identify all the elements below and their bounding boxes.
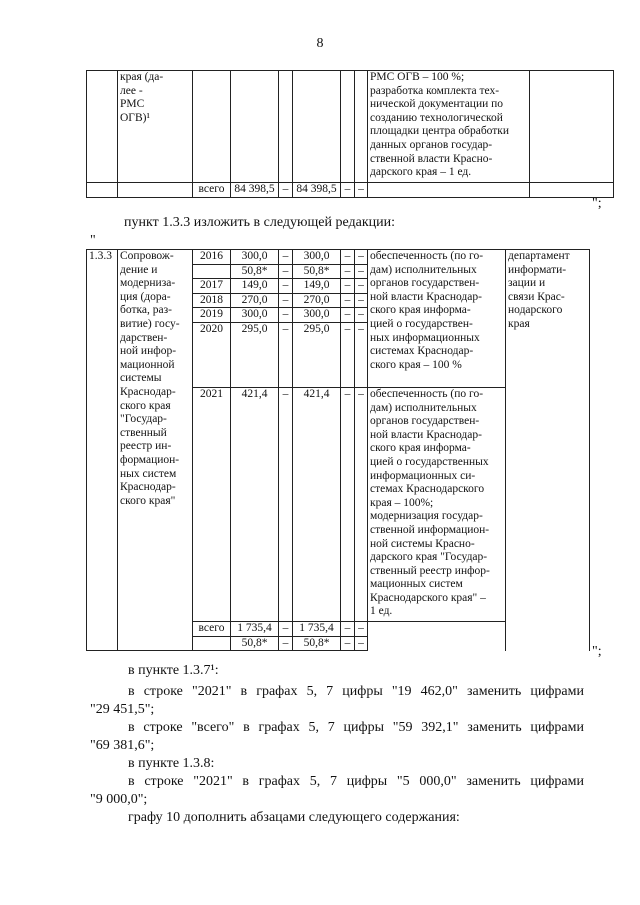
value-cell: 50,8*: [293, 264, 341, 279]
heading-1-3-3: пункт 1.3.3 изложить в следующей редакции:: [124, 215, 395, 230]
top-col-b: [118, 71, 193, 183]
para-5-line2: "9 000,0";: [90, 792, 148, 807]
quote-open: ": [90, 233, 96, 248]
value-cell: –: [279, 387, 293, 621]
text-line: обеспеченность (по го-: [370, 387, 484, 400]
top-result-cell: [368, 71, 530, 183]
value-cell: –: [341, 636, 355, 651]
result-cell-b: [368, 387, 506, 621]
year-cell: 2019: [193, 308, 231, 323]
text-line: Краснодарского края" –: [370, 591, 486, 604]
text-line: площадки центра обработки: [370, 125, 510, 138]
value-cell: –: [355, 293, 368, 308]
text-line: ственный реестр инфор-: [370, 564, 490, 577]
table-row: [87, 250, 590, 265]
text-line: ского края – 100 %: [370, 358, 462, 371]
value-cell: –: [341, 279, 355, 294]
text-line: цией о государственных: [370, 455, 489, 468]
para-5-line1: в строке "2021" в графах 5, 7 цифры "5 000,0" заменить цифрами: [128, 774, 584, 789]
text-line: Сопровож-: [120, 250, 174, 262]
top-total-label: всего: [193, 183, 231, 198]
value-cell: 421,4: [231, 387, 279, 621]
item-number: 1.3.3: [87, 250, 118, 651]
top-total-v3: 84 398,5: [293, 183, 341, 198]
value-cell: –: [279, 264, 293, 279]
text-line: информационных си-: [370, 469, 476, 482]
text-line: РМС ОГВ – 100 %;: [370, 71, 465, 83]
para-1-3-8: в пункте 1.3.8:: [128, 756, 215, 771]
value-cell: 149,0: [293, 279, 341, 294]
total-label: всего: [193, 621, 231, 636]
value-cell: 300,0: [231, 250, 279, 265]
text-line: мационной: [120, 358, 175, 371]
text-line: системах Краснодар-: [370, 345, 474, 358]
para-3-line2: "69 381,6";: [90, 738, 155, 753]
value-cell: 270,0: [231, 293, 279, 308]
text-line: ной власти Краснодар-: [370, 290, 482, 303]
value-cell: –: [355, 279, 368, 294]
year-cell: [193, 264, 231, 279]
text-line: ского края информа-: [370, 442, 471, 455]
value-cell: –: [355, 387, 368, 621]
text-line: данных органов государ-: [370, 138, 493, 151]
top-table: [86, 70, 614, 198]
text-line: ского края информа-: [370, 304, 471, 317]
text-line: органов государствен-: [370, 277, 480, 290]
value-cell: –: [341, 322, 355, 387]
value-cell: 50,8*: [293, 636, 341, 651]
text-line: ция (дора-: [120, 290, 171, 303]
text-line: информати-: [508, 263, 567, 276]
value-cell: 300,0: [293, 250, 341, 265]
text-line: обеспеченность (по го-: [370, 250, 484, 262]
top-total-v2: –: [279, 183, 293, 198]
value-cell: –: [341, 621, 355, 636]
table-1-3-3: [86, 249, 590, 651]
value-cell: 300,0: [231, 308, 279, 323]
value-cell: 1 735,4: [231, 621, 279, 636]
para-2-line2: "29 451,5";: [90, 702, 155, 717]
year-cell: 2016: [193, 250, 231, 265]
value-cell: 421,4: [293, 387, 341, 621]
value-cell: –: [279, 636, 293, 651]
item-name: [118, 250, 193, 651]
text-line: нической документации по: [370, 98, 504, 111]
para-2-line1: в строке "2021" в графах 5, 7 цифры "19 462,0" заменить цифрами: [128, 684, 584, 699]
text-line: дарствен-: [120, 331, 168, 344]
text-line: разработка комплекта тех-: [370, 84, 500, 97]
top-total-v5: –: [355, 183, 368, 198]
value-cell: 295,0: [231, 322, 279, 387]
text-line: Краснодар-: [120, 385, 176, 398]
value-cell: –: [341, 264, 355, 279]
text-line: стемах Краснодарского: [370, 483, 485, 496]
empty-cell: [368, 621, 506, 636]
empty-cell: [368, 636, 506, 651]
value-cell: –: [279, 279, 293, 294]
value-cell: 50,8*: [231, 636, 279, 651]
text-line: ского края": [120, 494, 176, 507]
text-line: нодарского: [508, 304, 563, 317]
quote-close-1: ";: [592, 196, 602, 211]
empty-cell: [193, 636, 231, 651]
text-line: 1 ед.: [370, 605, 393, 618]
value-cell: –: [341, 250, 355, 265]
value-cell: –: [341, 308, 355, 323]
value-cell: –: [355, 264, 368, 279]
year-cell: 2018: [193, 293, 231, 308]
value-cell: 295,0: [293, 322, 341, 387]
text-line: ского края: [120, 399, 171, 412]
value-cell: –: [355, 308, 368, 323]
text-line: лее -: [120, 84, 143, 97]
text-line: ственной информацион-: [370, 523, 490, 536]
top-total-v4: –: [341, 183, 355, 198]
value-cell: –: [279, 250, 293, 265]
text-line: системы: [120, 372, 162, 385]
text-line: ной власти Краснодар-: [370, 428, 482, 441]
text-line: ственный: [120, 426, 167, 439]
text-line: дение и: [120, 263, 158, 276]
text-line: края: [508, 317, 530, 330]
result-cell-a: [368, 250, 506, 388]
para-1-3-7: в пункте 1.3.7¹:: [128, 663, 219, 678]
value-cell: 270,0: [293, 293, 341, 308]
year-cell: 2021: [193, 387, 231, 621]
text-line: ОГВ)¹: [120, 111, 150, 124]
value-cell: 149,0: [231, 279, 279, 294]
text-line: витие) госу-: [120, 317, 180, 330]
text-line: зации и: [508, 277, 546, 290]
text-line: дам) исполнительных: [370, 263, 477, 276]
executor-cell: [506, 250, 590, 651]
top-total-v1: 84 398,5: [231, 183, 279, 198]
text-line: мационных систем: [370, 578, 463, 591]
year-cell: 2017: [193, 279, 231, 294]
text-line: ной системы Красно-: [370, 537, 475, 550]
value-cell: –: [279, 308, 293, 323]
quote-close-2: ";: [592, 644, 602, 659]
text-line: ных систем: [120, 467, 177, 480]
value-cell: –: [341, 293, 355, 308]
text-line: дам) исполнительных: [370, 401, 477, 414]
value-cell: 1 735,4: [293, 621, 341, 636]
text-line: формацион-: [120, 453, 180, 466]
text-line: ботка, раз-: [120, 304, 172, 317]
text-line: реестр ин-: [120, 440, 172, 453]
para-3-line1: в строке "всего" в графах 5, 7 цифры "59 392,1" заменить цифрами: [128, 720, 584, 735]
text-line: края – 100%;: [370, 496, 434, 509]
para-graf-10: графу 10 дополнить абзацами следующего содержания:: [128, 810, 460, 825]
value-cell: 300,0: [293, 308, 341, 323]
text-line: департамент: [508, 250, 570, 262]
value-cell: –: [355, 636, 368, 651]
text-line: связи Крас-: [508, 290, 565, 303]
text-line: органов государствен-: [370, 415, 480, 428]
value-cell: –: [341, 387, 355, 621]
page-number: 8: [316, 36, 324, 51]
text-line: ной инфор-: [120, 345, 177, 358]
year-cell: 2020: [193, 322, 231, 387]
text-line: созданию технологической: [370, 111, 503, 124]
value-cell: –: [279, 621, 293, 636]
value-cell: –: [355, 621, 368, 636]
text-line: "Государ-: [120, 413, 167, 426]
text-line: ных информационных: [370, 331, 480, 344]
text-line: дарского края "Государ-: [370, 551, 488, 564]
value-cell: –: [279, 293, 293, 308]
text-line: модернизация государ-: [370, 510, 483, 523]
value-cell: –: [355, 250, 368, 265]
value-cell: –: [279, 322, 293, 387]
text-line: дарского края – 1 ед.: [370, 166, 472, 179]
text-line: РМС: [120, 98, 145, 111]
text-line: ственной власти Красно-: [370, 152, 493, 165]
text-line: края (да-: [120, 71, 164, 83]
value-cell: –: [355, 322, 368, 387]
text-line: цией о государствен-: [370, 317, 473, 330]
text-line: Краснодар-: [120, 481, 176, 494]
value-cell: 50,8*: [231, 264, 279, 279]
text-line: модерниза-: [120, 277, 176, 290]
